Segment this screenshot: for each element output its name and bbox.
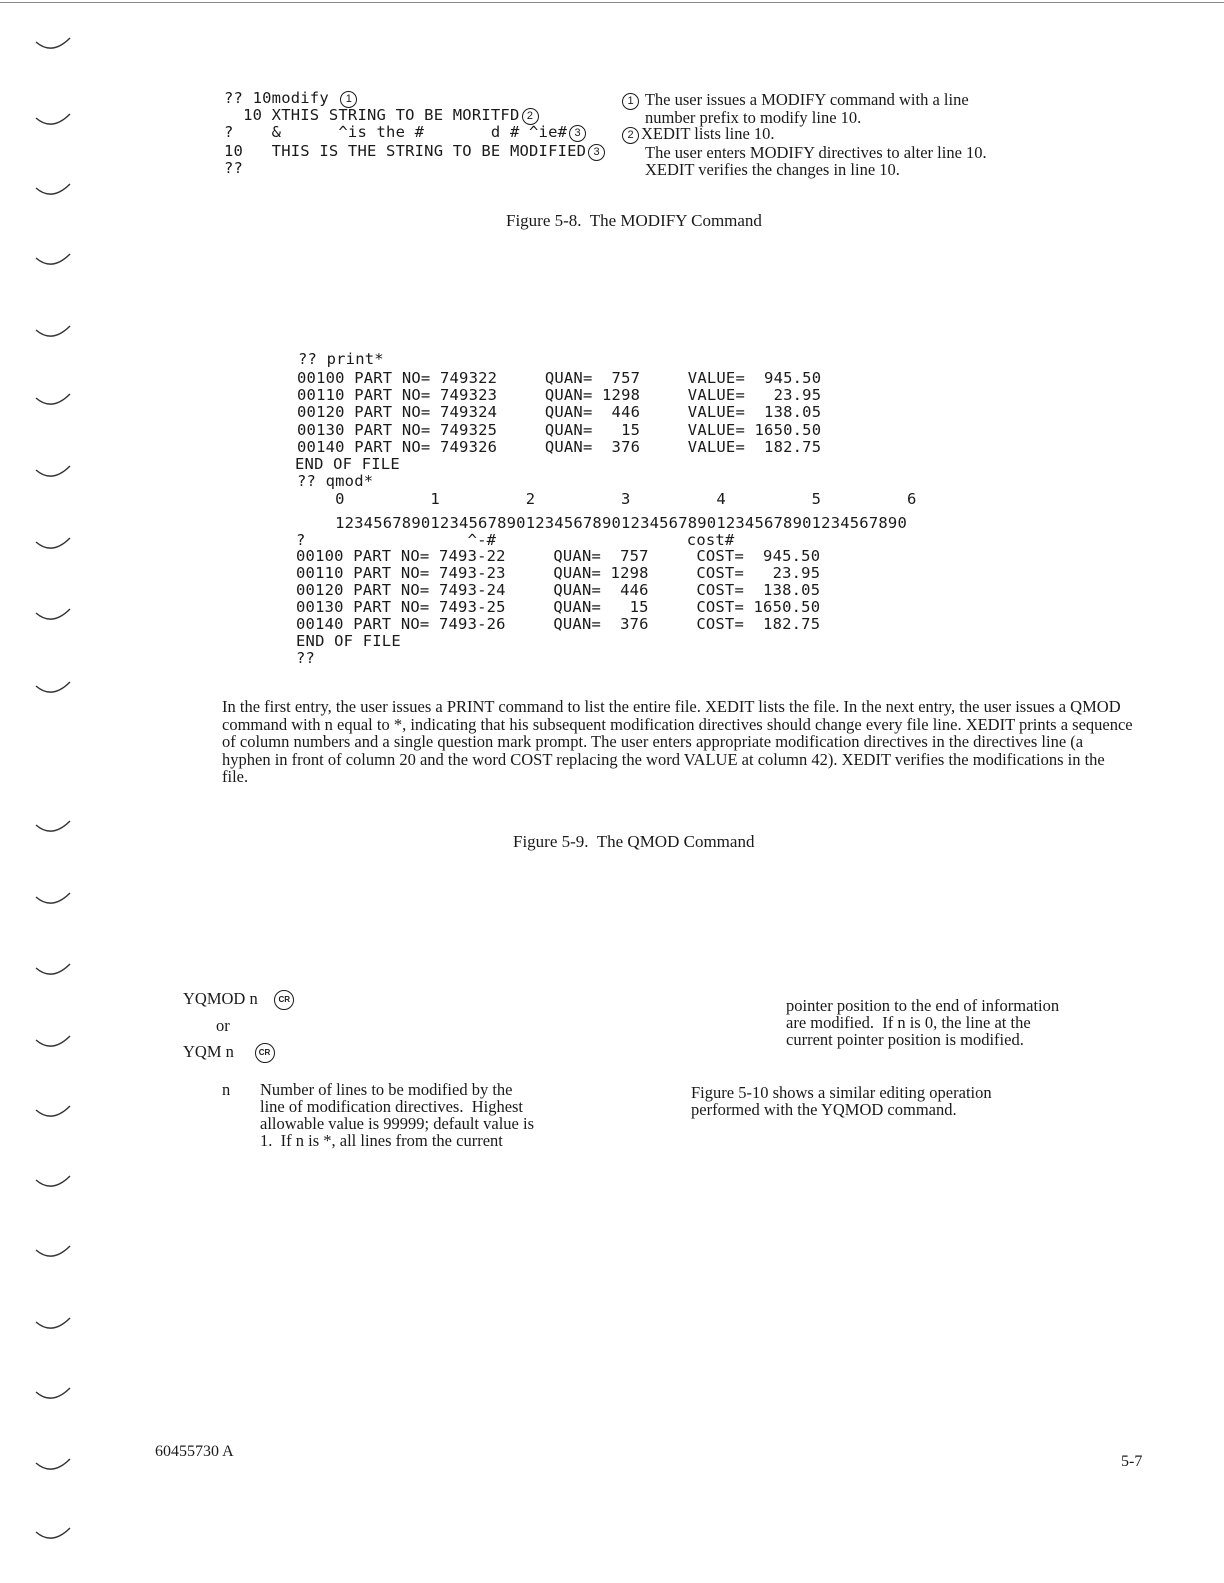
- figure-description: In the first entry, the user issues a PRINT command to list the entire file. XEDIT lists the file. In the next entry, the user issues a QMOD command with n equal to *, indicating that his subsequent modification directives should change every file line. XEDIT prints a sequence of column numbers and a single question mark prompt. The user enters appropriate modification directives in the directives line (a hyphen in front of column 20 and the word COST replacing the word VALUE at column 42). XEDIT verifies the modifications in the file.: [222, 697, 1133, 786]
- binder-ring-mark: [36, 1388, 70, 1398]
- terminal-line: 0 1 2 3 4 5 6: [316, 490, 917, 508]
- figure-caption-5-8: Figure 5-8. The MODIFY Command: [506, 211, 762, 230]
- binder-ring-mark: [36, 1036, 70, 1046]
- terminal-line: ?? qmod*: [297, 472, 374, 490]
- binder-ring-mark: [36, 1318, 70, 1328]
- terminal-line: 123456789012345678901234567890123456789012345678901234567890: [316, 514, 907, 532]
- callout-2-text: 2 XEDIT lists line 10.: [620, 125, 775, 144]
- binder-ring-mark: [36, 394, 70, 404]
- terminal-line: 10 XTHIS STRING TO BE MORITFD 2: [224, 107, 541, 125]
- terminal-line: 00130 PART NO= 7493-25 QUAN= 15 COST= 1650.50: [296, 598, 821, 616]
- callout-marker-3b: 3: [588, 144, 605, 161]
- binder-ring-mark: [36, 254, 70, 264]
- terminal-line: ?? print*: [298, 350, 384, 368]
- binder-ring-mark: [36, 1528, 70, 1538]
- binder-ring-marks: [0, 0, 80, 1583]
- param-name: n: [222, 1080, 231, 1099]
- terminal-line: 00140 PART NO= 7493-26 QUAN= 376 COST= 182.75: [296, 615, 821, 633]
- callout-3-text-cont: XEDIT verifies the changes in line 10.: [645, 160, 900, 179]
- binder-ring-mark: [36, 682, 70, 692]
- syntax-yqmod: YQMOD n CR: [183, 990, 294, 1010]
- terminal-line: END OF FILE: [296, 632, 401, 650]
- terminal-line: 00100 PART NO= 7493-22 QUAN= 757 COST= 945.50: [296, 547, 821, 565]
- terminal-line: ??: [296, 649, 316, 667]
- binder-ring-mark: [36, 1176, 70, 1186]
- callout-label-1: 1: [622, 93, 639, 110]
- param-desc-line: line of modification directives. Highest: [260, 1097, 524, 1116]
- binder-ring-mark: [36, 821, 70, 831]
- carriage-return-icon: CR: [255, 1043, 275, 1063]
- terminal-line: 00120 PART NO= 7493-24 QUAN= 446 COST= 138.05: [296, 581, 821, 599]
- param-desc-line: allowable value is 99999; default value is: [260, 1114, 535, 1133]
- terminal-line: ??: [224, 159, 244, 177]
- terminal-line: ? & ^is the # d # ^ie# 3: [224, 124, 588, 142]
- figure-caption-5-9: Figure 5-9. The QMOD Command: [513, 832, 755, 851]
- binder-ring-mark: [36, 964, 70, 974]
- callout-1-text-cont: number prefix to modify line 10.: [645, 108, 862, 127]
- callout-marker-1: 1: [340, 91, 357, 108]
- binder-ring-mark: [36, 114, 70, 124]
- binder-ring-mark: [36, 1459, 70, 1469]
- syntax-or: or: [216, 1016, 230, 1035]
- terminal-line: END OF FILE: [295, 455, 400, 473]
- callout-label-2: 2: [622, 127, 639, 144]
- terminal-line: 00130 PART NO= 749325 QUAN= 15 VALUE= 1650.50: [297, 421, 822, 439]
- binder-ring-mark: [36, 1106, 70, 1116]
- top-edge-line: [0, 2, 1224, 3]
- terminal-line: 00110 PART NO= 749323 QUAN= 1298 VALUE= 23.95: [297, 386, 822, 404]
- callout-3-text: The user enters MODIFY directives to alter line 10.: [645, 143, 987, 162]
- callout-1-text: 1 The user issues a MODIFY command with a line: [620, 91, 969, 110]
- document-number: 60455730 A: [155, 1443, 234, 1460]
- callout-marker-3: 3: [569, 125, 586, 142]
- binder-ring-mark: [36, 466, 70, 476]
- binder-ring-mark: [36, 326, 70, 336]
- terminal-line: ? ^-# cost#: [296, 531, 735, 549]
- terminal-line: 00110 PART NO= 7493-23 QUAN= 1298 COST= 23.95: [296, 564, 821, 582]
- terminal-line: 00140 PART NO= 749326 QUAN= 376 VALUE= 182.75: [297, 438, 822, 456]
- binder-ring-mark: [36, 538, 70, 548]
- right-col-line: pointer position to the end of information: [786, 996, 1060, 1015]
- terminal-line: 00100 PART NO= 749322 QUAN= 757 VALUE= 945.50: [297, 369, 822, 387]
- callout-marker-2: 2: [522, 108, 539, 125]
- binder-ring-mark: [36, 184, 70, 194]
- binder-ring-mark: [36, 609, 70, 619]
- right-col-line: performed with the YQMOD command.: [691, 1100, 957, 1119]
- right-col-line: Figure 5-10 shows a similar editing operation: [691, 1083, 992, 1102]
- param-desc-line: Number of lines to be modified by the: [260, 1080, 513, 1099]
- terminal-line: ?? 10modify 1: [224, 90, 359, 108]
- right-col-line: current pointer position is modified.: [786, 1030, 1024, 1049]
- page-number: 5-7: [1121, 1453, 1143, 1470]
- binder-ring-mark: [36, 1246, 70, 1256]
- terminal-line: 10 THIS IS THE STRING TO BE MODIFIED 3: [224, 143, 607, 161]
- binder-ring-mark: [36, 893, 70, 903]
- terminal-line: 00120 PART NO= 749324 QUAN= 446 VALUE= 138.05: [297, 403, 822, 421]
- carriage-return-icon: CR: [274, 990, 294, 1010]
- param-desc-line: 1. If n is *, all lines from the current: [260, 1131, 503, 1150]
- syntax-yqm: YQM n CR: [183, 1043, 275, 1063]
- right-col-line: are modified. If n is 0, the line at the: [786, 1013, 1031, 1032]
- binder-ring-mark: [36, 38, 70, 48]
